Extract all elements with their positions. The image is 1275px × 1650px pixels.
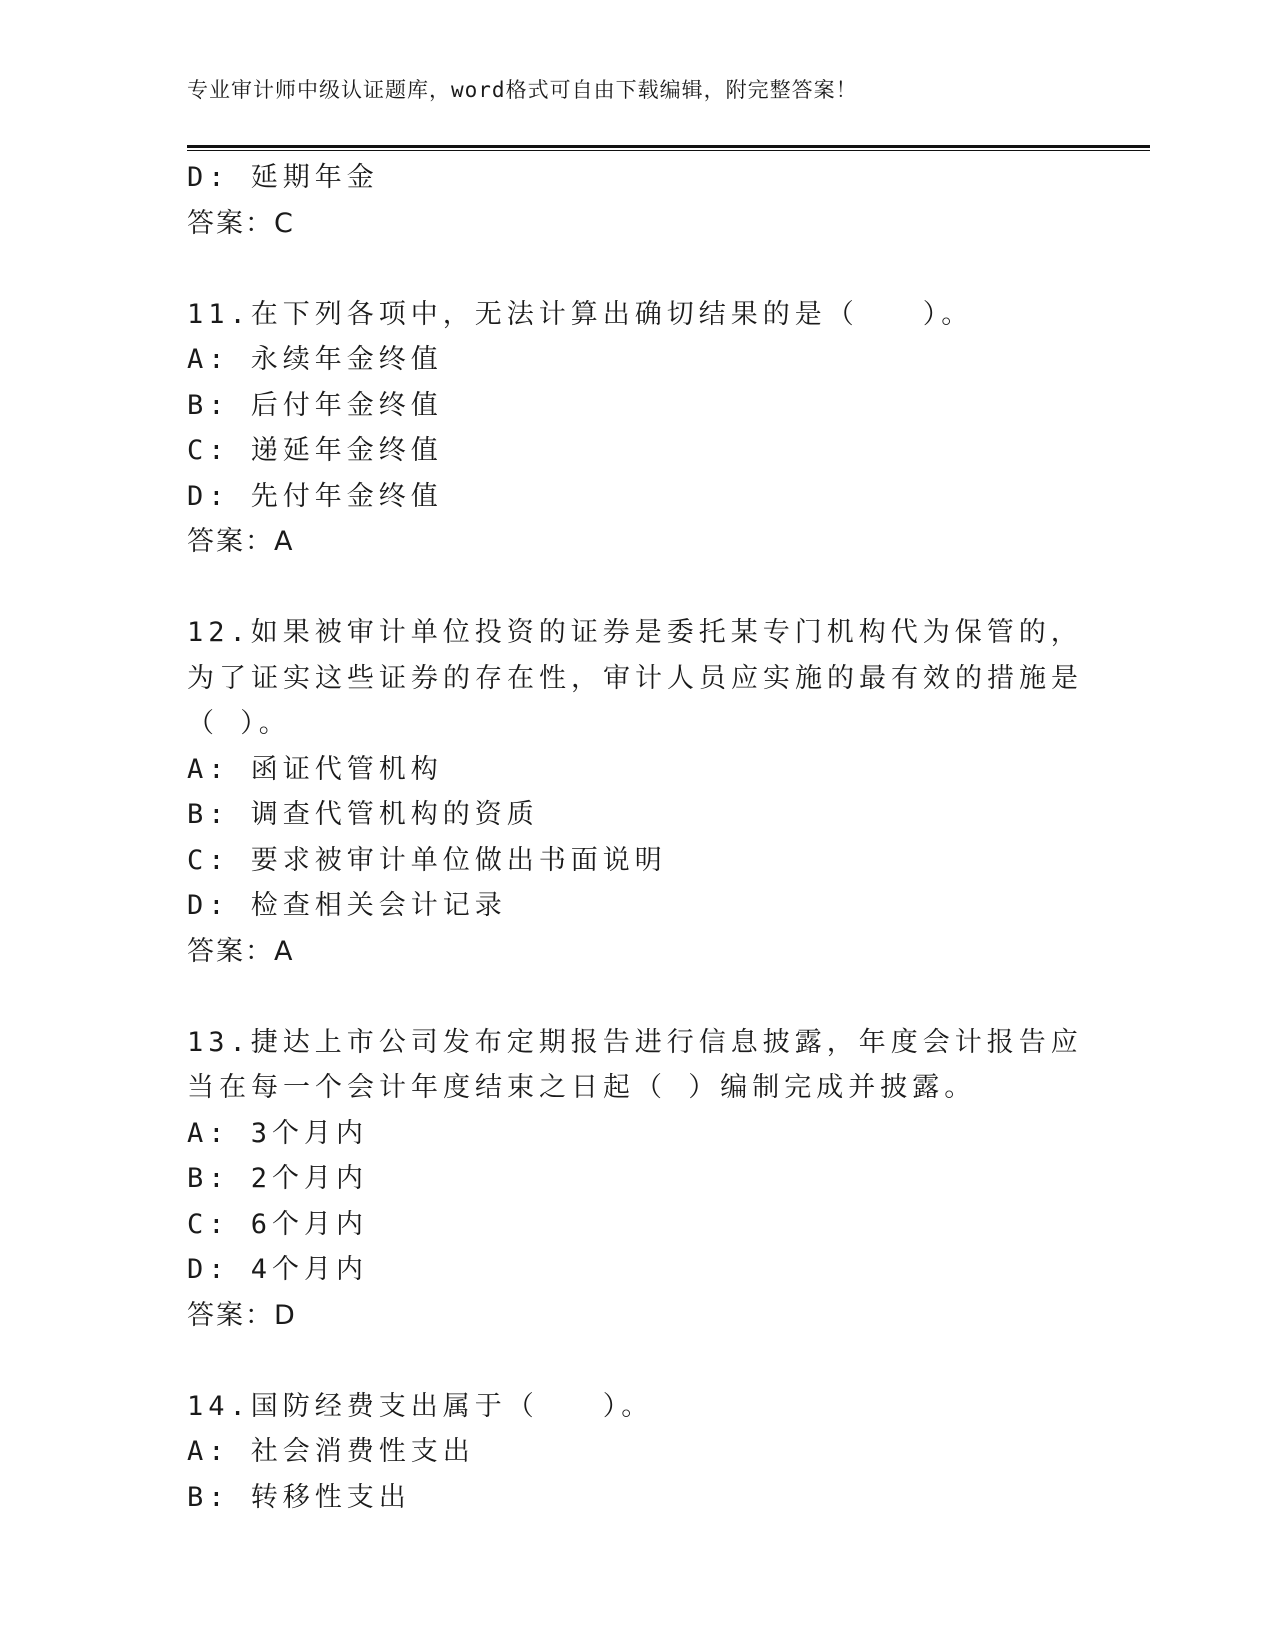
spacer bbox=[187, 565, 1087, 611]
carryover-answer: 答案：C bbox=[187, 207, 295, 239]
answer: 答案：A bbox=[187, 526, 295, 557]
answer: 答案：D bbox=[187, 1299, 297, 1331]
option-b: B: 后付年金终值 bbox=[187, 389, 443, 421]
question-12 bbox=[187, 610, 1087, 974]
spacer bbox=[187, 1338, 1087, 1384]
question-13 bbox=[187, 1020, 1087, 1339]
option-a: A: 社会消费性支出 bbox=[187, 1436, 475, 1467]
option-c: C: 要求被审计单位做出书面说明 bbox=[187, 844, 667, 876]
option-a: A: 3个月内 bbox=[187, 1117, 369, 1149]
option-d: D: 4个月内 bbox=[187, 1254, 369, 1285]
question-content bbox=[187, 155, 1087, 1520]
question-14 bbox=[187, 1384, 1087, 1521]
header-rule-thick bbox=[187, 145, 1150, 148]
option-c: C: 6个月内 bbox=[187, 1208, 369, 1240]
option-a: A: 函证代管机构 bbox=[187, 753, 443, 785]
page-header: 专业审计师中级认证题库，word格式可自由下载编辑，附完整答案！ bbox=[187, 78, 858, 102]
carryover-option-d: D: 延期年金 bbox=[187, 162, 379, 193]
question-stem: 13.捷达上市公司发布定期报告进行信息披露，年度会计报告应当在每一个会计年度结束之日起（ ）编制完成并披露。 bbox=[187, 1026, 1083, 1103]
question-11 bbox=[187, 292, 1087, 565]
spacer bbox=[187, 246, 1087, 292]
question-stem: 12.如果被审计单位投资的证券是委托某专门机构代为保管的，为了证实这些证券的存在性，审计人员应实施的最有效的措施是（ ）。 bbox=[187, 617, 1083, 739]
option-a: A: 永续年金终值 bbox=[187, 344, 443, 375]
option-b: B: 转移性支出 bbox=[187, 1481, 411, 1513]
option-b: B: 调查代管机构的资质 bbox=[187, 799, 539, 830]
answer: 答案：A bbox=[187, 935, 295, 967]
header-rule-thin bbox=[187, 150, 1150, 151]
option-b: B: 2个月内 bbox=[187, 1163, 369, 1194]
option-d: D: 先付年金终值 bbox=[187, 480, 443, 512]
question-stem: 14.国防经费支出属于（ ）。 bbox=[187, 1390, 654, 1422]
option-d: D: 检查相关会计记录 bbox=[187, 890, 507, 921]
option-c: C: 递延年金终值 bbox=[187, 435, 443, 466]
spacer bbox=[187, 974, 1087, 1020]
question-stem: 11.在下列各项中，无法计算出确切结果的是（ ）。 bbox=[187, 298, 974, 330]
